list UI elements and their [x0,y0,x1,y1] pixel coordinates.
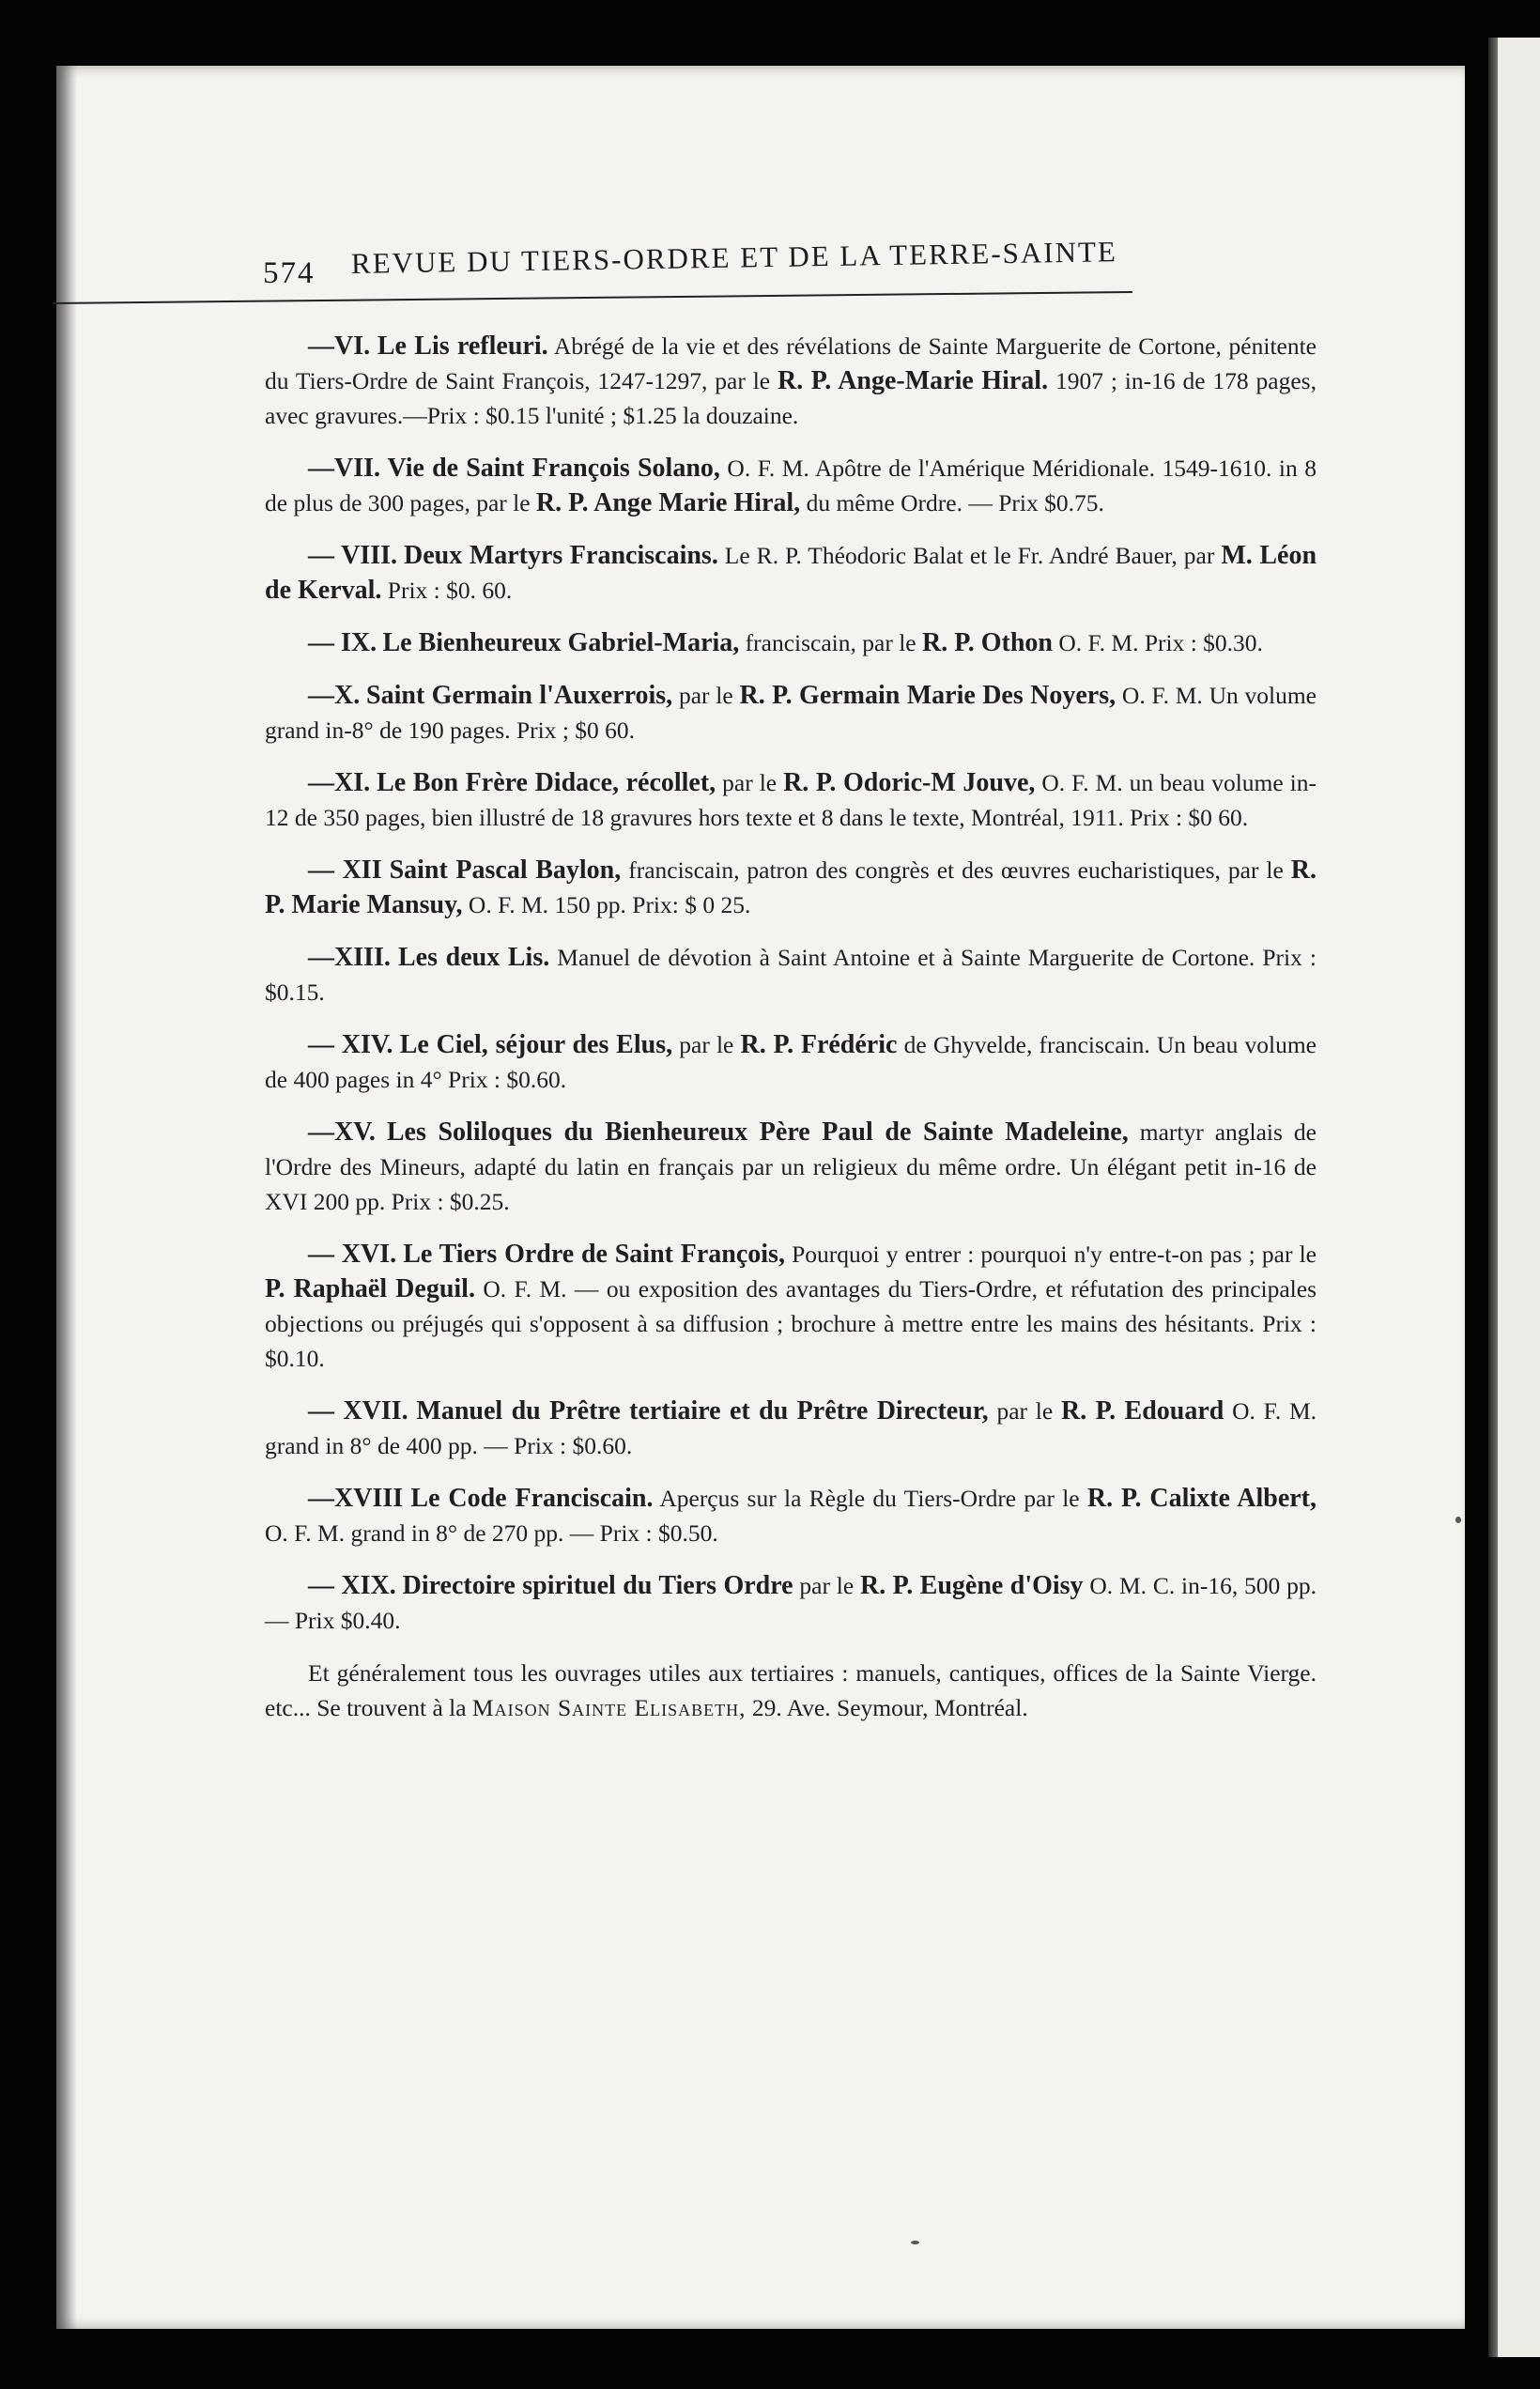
gutter-shadow [56,66,77,2329]
entry-title: Le Code Franciscain. [410,1484,654,1513]
scan-speck [1455,1517,1461,1523]
entry-title: Le Ciel, séjour des Elus, [399,1030,673,1059]
entry-title: Le Bon Frère Didace, récollet, [377,768,716,797]
entry-numeral: — IX. [308,628,377,657]
entry-text: O. F. M. Apôtre de l'Amérique Méridionale. 1549-1610. in 8 de plus de 300 pages, par le [265,455,1317,516]
entry-text: 1907 ; in-16 de 178 pages, avec gravures.—Prix : $0.15 l'unité ; $1.25 la douzaine. [265,367,1317,429]
catalog-entry [265,940,1317,1010]
entry-text: O. F. M. Un volume grand in-8° de 190 pages. Prix ; $0 60. [265,682,1317,744]
entry-text: par le [672,1031,741,1058]
entry-title: Le Tiers Ordre de Saint François, [403,1240,785,1269]
catalog-entry [265,1115,1317,1219]
entry-text: de Ghyvelde, franciscain. Un beau volume de 400 pages in 4° Prix : $0.60. [265,1031,1317,1093]
entry-title: Les deux Lis. [397,943,550,972]
entry-title: Directoire spirituel du Tiers Ordre [402,1571,793,1600]
running-header [208,230,1317,296]
entry-author: R. P. Germain Marie Des Noyers, [739,681,1116,710]
entry-text: Pourquoi y entrer : pourquoi n'y entre-t-on pas ; par le [784,1241,1317,1268]
entry-text: O. F. M. 150 pp. Prix: $ 0 25. [462,891,751,918]
entry-numeral: —XVIII [308,1484,404,1513]
catalog-entry [265,765,1317,835]
catalog-entry [265,1237,1317,1376]
catalog-entry [265,853,1317,922]
catalog-entry [265,329,1317,433]
entry-text: par le [793,1572,861,1599]
entry-text: par le [988,1397,1061,1425]
entry-numeral: —XV. [308,1117,376,1147]
entry-title: Le Bienheureux Gabriel-Maria, [382,628,740,657]
entry-title: Saint Germain l'Auxerrois, [366,681,673,710]
entry-author: M. Léon de Kerval. [265,541,1317,605]
entry-numeral: — XVI. [308,1240,397,1269]
entry-numeral: — XIV. [308,1030,393,1059]
entry-numeral: — VIII. [308,541,398,570]
entry-text: par le [716,769,784,796]
entry-author: R. P. Odoric-M Jouve, [783,768,1036,797]
entry-numeral: — XIX. [308,1571,396,1600]
entry-numeral: — XVII. [308,1396,408,1426]
entry-author: P. Raphaël Deguil. [265,1274,475,1303]
page-number: 574 [263,256,316,290]
catalog-entry [265,538,1317,608]
entry-title: Le Lis refleuri. [377,331,548,361]
entry-text: Le R. P. Théodoric Balat et le Fr. André Bauer, par [717,542,1222,569]
entry-text: Abrégé de la vie et des révélations de Sainte Marguerite de Cortone, pénitente du Tiers-Ordre de Saint François, 1247-1297, par le [265,332,1317,394]
catalog-entries [265,329,1317,1743]
catalog-entry [265,1027,1317,1097]
entry-text: franciscain, par le [739,629,922,656]
entry-numeral: —VII. [308,454,381,483]
entry-text: Prix : $0. 60. [381,577,513,604]
entry-text: franciscain, patron des congrès et des œuvres eucharistiques, par le [621,856,1291,884]
entry-author: R. P. Frédéric [740,1030,898,1059]
closing-address: 29. Ave. Seymour, Montréal. [746,1694,1028,1721]
catalog-entry [265,678,1317,748]
entry-numeral: — XII [308,855,382,885]
catalog-entry [265,1568,1317,1638]
facing-page-edge [1488,38,1540,2357]
closing-paragraph [265,1656,1317,1725]
entry-numeral: —XIII. [308,943,391,972]
entry-author: R. P. Ange-Marie Hiral. [778,366,1049,395]
entry-author: R. P. Eugène d'Oisy [860,1571,1084,1600]
page-fold [1488,38,1498,2357]
entry-text: O. F. M. un beau volume in-12 de 350 pages, bien illustré de 18 gravures hors texte et 8 dans le texte, Montréal, 1911. Prix : $0 60. [265,769,1317,831]
entry-text: Manuel de dévotion à Saint Antoine et à Sainte Marguerite de Cortone. Prix : $0.15. [265,944,1317,1006]
catalog-entry [265,625,1317,660]
entry-numeral: —X. [308,681,361,710]
catalog-entry [265,1394,1317,1463]
running-title: REVUE DU TIERS-ORDRE ET DE LA TERRE-SAINTE [350,235,1118,280]
entry-numeral: —XI. [308,768,371,797]
entry-text: Aperçus sur la Règle du Tiers-Ordre par le [653,1485,1087,1512]
entry-title: Manuel du Prêtre tertiaire et du Prêtre Directeur, [416,1396,989,1426]
catalog-entry [265,1481,1317,1550]
entry-author: R. P. Marie Mansuy, [265,855,1317,919]
entry-text: du même Ordre. — Prix $0.75. [800,489,1104,516]
entry-title: Les Soliloques du Bienheureux Père Paul de Sainte Madeleine, [386,1117,1129,1147]
closing-text: Et généralement tous les ouvrages utiles aux tertiaires : manuels, cantiques, offices de la Sainte Vierge. etc... Se trouvent à la [265,1659,1317,1721]
catalog-entry [265,451,1317,520]
entry-text: O. F. M. Prix : $0.30. [1052,629,1263,656]
entry-author: R. P. Edouard [1060,1396,1224,1426]
entry-text: par le [672,682,740,709]
entry-title: Deux Martyrs Franciscains. [404,541,718,570]
entry-text: O. M. C. in-16, 500 pp. — Prix $0.40. [265,1572,1317,1634]
shop-name: Maison Sainte Elisabeth, [471,1694,747,1721]
entry-numeral: —VI. [308,331,371,361]
entry-title: Saint Pascal Baylon, [389,855,622,885]
entry-text: O. F. M. — ou exposition des avantages du Tiers-Ordre, et réfutation des principales objections ou préjugés qui s'opposent à sa diffusion ; brochure à mettre entre les mains des hésitants. Prix : $0.10. [265,1275,1317,1372]
entry-author: R. P. Othon [921,628,1053,657]
entry-text: O. F. M. grand in 8° de 270 pp. — Prix : $0.50. [265,1519,718,1547]
entry-title: Vie de Saint François Solano, [387,454,720,483]
entry-author: R. P. Ange Marie Hiral, [535,488,801,517]
entry-text: martyr anglais de l'Ordre des Mineurs, adapté du latin en français par un religieux du même ordre. Un élégant petit in-16 de XVI 200 pp. Prix : $0.25. [265,1118,1317,1215]
entry-author: R. P. Calixte Albert, [1086,1484,1317,1513]
scan-speck [911,2241,919,2244]
entry-text: O. F. M. grand in 8° de 400 pp. — Prix : $0.60. [265,1397,1317,1459]
